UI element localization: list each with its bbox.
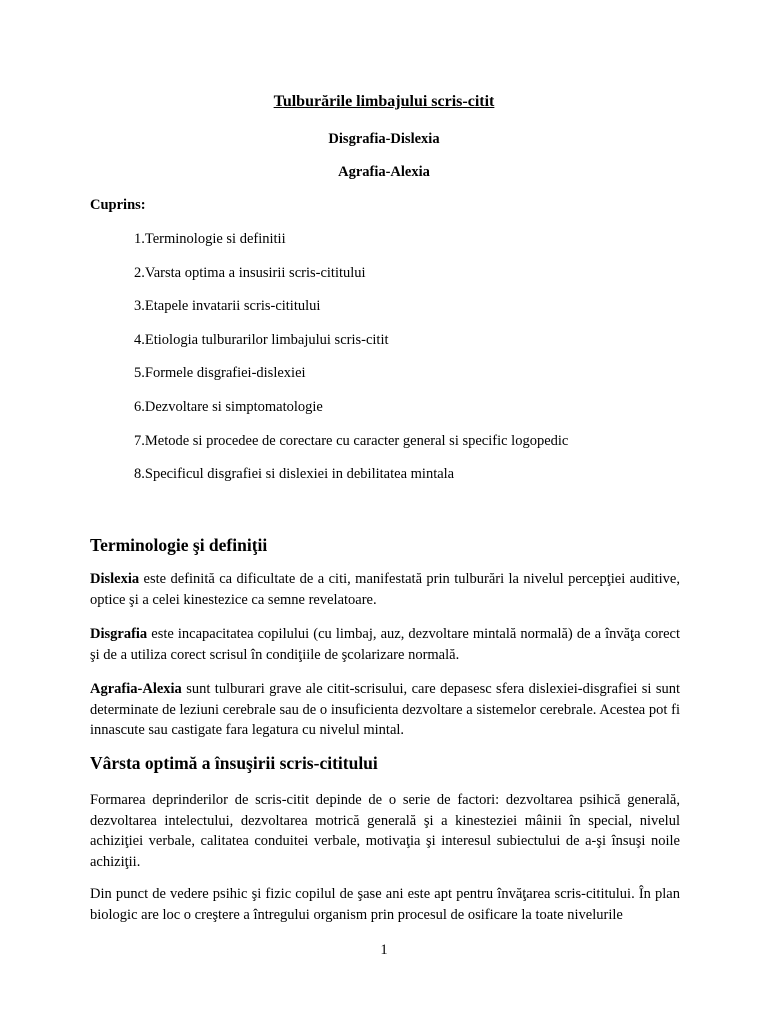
table-of-contents: [134, 229, 568, 498]
paragraph-text: este incapacitatea copilului (cu limbaj, auz, dezvoltare mintală normală) de a învăţa corect şi de a utiliza corect scrisul în condiţiile de şcolarizare normală.: [90, 626, 680, 663]
paragraph-agrafia-alexia: [90, 679, 680, 741]
paragraph-text: sunt tulburari grave ale citit-scrisului, care depasesc sfera dislexiei-disgrafiei si sunt determinate de leziuni cerebrale sau de o insuficienta dezvoltare a sistemelor cerebrale. Acestea pot fi innascute sau castigate fara legatura cu nivelul mintal.: [90, 681, 680, 738]
document-title: Tulburările limbajului scris-citit: [273, 93, 495, 110]
toc-item: 3.Etapele invatarii scris-cititului: [134, 298, 321, 315]
toc-item: 6.Dezvoltare si simptomatologie: [134, 398, 323, 415]
paragraph-disgrafia: [90, 624, 680, 665]
toc-item: 1.Terminologie si definitii: [134, 231, 286, 247]
paragraph-dislexia: [90, 569, 680, 610]
document-subtitle-disgrafia-dislexia: Disgrafia-Dislexia: [328, 131, 440, 147]
contents-label: Cuprins:: [90, 197, 146, 213]
section-heading-optimal-age: Vârsta optimă a însuşirii scris-cititului: [90, 753, 378, 773]
toc-item: 8.Specificul disgrafiei si dislexiei in debilitatea mintala: [134, 466, 455, 483]
document-subtitle-agrafia-alexia: Agrafia-Alexia: [338, 164, 430, 180]
page-number: 1: [380, 942, 388, 958]
toc-item: 5.Formele disgrafiei-dislexiei: [134, 365, 306, 382]
term-dislexia: Dislexia: [90, 571, 140, 587]
paragraph-formarea: Formarea deprinderilor de scris-citit depinde de o serie de factori: dezvoltarea psihică generală, dezvoltarea intelectului, dezvoltarea motrică generală şi a kinesteziei mâinii în special, nivelul achiziţiei verbale, calitatea conduitei verbale, motivaţia şi interesul subiectului de a-şi însuşi noile achiziţii.: [90, 792, 680, 870]
paragraph-din-punct-de-vedere: Din punct de vedere psihic şi fizic copilul de şase ani este apt pentru învăţarea scris-cititului. În plan biologic are loc o creştere a întregului organism prin procesul de osificare la toate nivelurile: [90, 886, 680, 923]
toc-item: 2.Varsta optima a insusirii scris-cititului: [134, 264, 366, 281]
section-heading-terminology: Terminologie şi definiţii: [90, 535, 268, 555]
toc-item: 4.Etiologia tulburarilor limbajului scris-citit: [134, 331, 389, 348]
paragraph-text: este definită ca dificultate de a citi, manifestată prin tulburări la nivelul percepţiei auditive, optice şi a celei kinestezice ca semne revelatoare.: [90, 571, 680, 608]
term-agrafia-alexia: Agrafia-Alexia: [90, 681, 182, 697]
toc-item: 7.Metode si procedee de corectare cu caracter general si specific logopedic: [134, 432, 569, 449]
term-disgrafia: Disgrafia: [90, 626, 148, 642]
